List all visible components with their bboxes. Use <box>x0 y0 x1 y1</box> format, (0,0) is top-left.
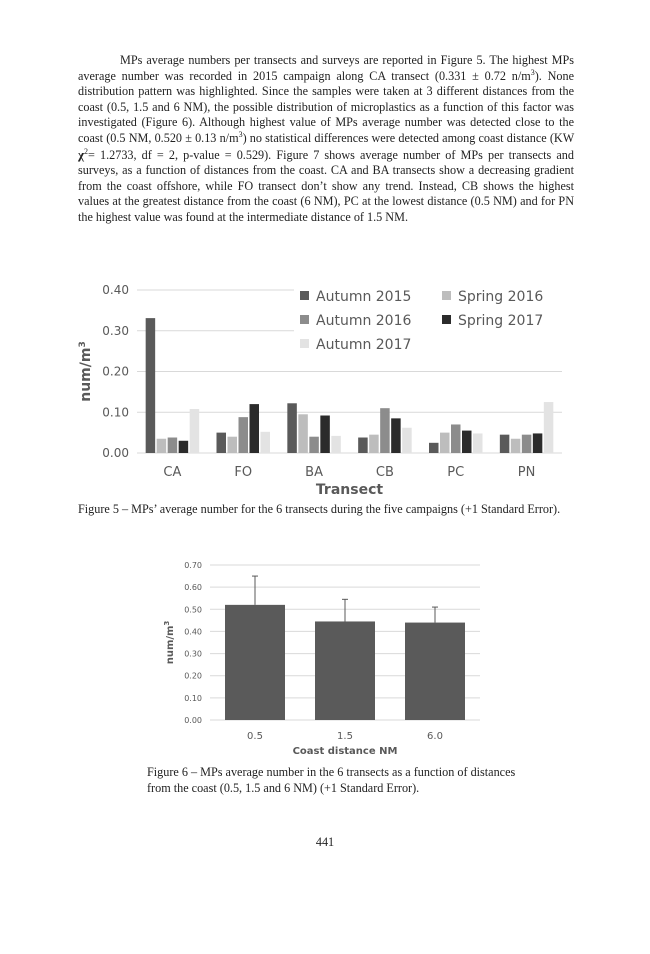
bar <box>217 433 227 453</box>
y-tick-label: 0.20 <box>102 364 129 379</box>
bar <box>473 433 483 453</box>
bar <box>298 414 308 453</box>
bar <box>440 433 450 453</box>
bar <box>225 605 285 720</box>
figure-5-chart <box>72 278 572 498</box>
y-tick-label: 0.00 <box>184 716 202 725</box>
y-axis-label: num/$m^3$ <box>163 620 176 665</box>
bar <box>331 436 341 453</box>
x-tick-label: CA <box>163 465 182 480</box>
y-tick-label: 0.40 <box>184 627 202 637</box>
bar <box>179 441 189 453</box>
bar <box>462 431 472 453</box>
x-tick-label: 0.5 <box>247 731 263 742</box>
bar <box>168 438 178 453</box>
bar <box>261 432 271 453</box>
bar <box>146 318 156 453</box>
x-tick-label: BA <box>305 465 323 480</box>
x-tick-label: PC <box>447 465 465 480</box>
bar <box>451 424 461 453</box>
bar <box>405 623 465 720</box>
superscript-3: 3 <box>530 67 535 77</box>
bar <box>402 428 412 453</box>
legend-label: Autumn 2015 <box>316 289 412 305</box>
bar <box>309 437 319 453</box>
x-axis-label: Coast distance NM <box>292 746 398 757</box>
y-tick-label: 0.60 <box>184 583 202 593</box>
y-tick-label: 0.20 <box>184 671 202 681</box>
y-tick-label: 0.10 <box>184 693 202 703</box>
x-tick-label: FO <box>234 465 253 480</box>
x-tick-label: 1.5 <box>337 731 353 742</box>
bar <box>250 404 260 453</box>
y-tick-label: 0.30 <box>184 649 202 659</box>
bar <box>500 435 510 453</box>
figure-5-caption: Figure 5 – MPs’ average number for the 6 transects during the five campaigns (+1 Standard Error). <box>78 502 561 516</box>
figure-6-caption: Figure 6 – MPs average number in the 6 transects as a function of distances from the coast (0.5, 1.5 and 6 NM) (+1 Standard Error). <box>147 765 516 795</box>
y-tick-label: 0.00 <box>102 446 129 460</box>
y-axis-label: num/$m^3$ <box>78 341 94 402</box>
bar <box>380 408 390 453</box>
bar <box>239 417 249 453</box>
legend-swatch <box>442 315 451 324</box>
bar <box>320 416 330 453</box>
x-tick-label: PN <box>517 465 536 480</box>
legend-swatch <box>300 291 309 300</box>
x-tick-label: 6.0 <box>427 731 443 742</box>
x-axis-label: Transect <box>315 482 384 498</box>
superscript-2: 2 <box>84 146 89 156</box>
bar <box>391 418 401 453</box>
bar <box>190 409 200 453</box>
paragraph-text-4: = 1.2733, df = 2, p-value = 0.529). Figure 7 shows average number of MPs per transects and surveys, as a function of distances from the coast. CA and BA transects show a decreasing gradient from the coast offshore, while FO transect don’t show any trend. Instead, CB shows the highest values at the greatest distance from the coast (6 NM), PC at the lowest distance (0.5 NM) and for PN the highest value was found at the intermediate distance of 1.5 NM. <box>78 147 574 224</box>
legend-label: Spring 2016 <box>458 289 544 305</box>
figure-6-chart <box>155 555 495 763</box>
y-tick-label: 0.70 <box>184 561 202 570</box>
chi-symbol: χ <box>78 146 85 162</box>
paragraph-text-3: ) no statistical differences were detected among coast distance (KW <box>242 130 575 145</box>
legend-label: Spring 2017 <box>458 313 544 329</box>
legend-swatch <box>300 339 309 348</box>
bar <box>315 621 375 720</box>
bar <box>544 402 554 453</box>
body-paragraph <box>78 53 574 226</box>
legend-label: Autumn 2016 <box>316 313 412 329</box>
bar <box>429 443 439 453</box>
bar <box>511 439 521 453</box>
bar <box>533 433 543 453</box>
superscript-3: 3 <box>238 129 243 139</box>
x-tick-label: CB <box>375 465 394 480</box>
legend-swatch <box>442 291 451 300</box>
paragraph-text-2: ). None distribution pattern was highlighted. Since the samples were taken at 3 different distances from the coast (0.5, 1.5 and 6 NM), the possible distribution of microplastics as a function of this factor was investigated (Figure 6). Although highest value of MPs average number was detected close to the coast (0.5 NM, 0.520 ± 0.13 n/m <box>78 68 574 145</box>
y-tick-label: 0.50 <box>184 605 202 615</box>
bar <box>358 438 368 453</box>
legend-label: Autumn 2017 <box>316 337 412 353</box>
y-tick-label: 0.40 <box>102 283 129 297</box>
bar <box>522 435 532 453</box>
page-number: 441 <box>315 835 335 849</box>
bar <box>369 435 379 453</box>
y-tick-label: 0.10 <box>102 405 129 420</box>
paragraph-text-1: MPs average numbers per transects and surveys are reported in Figure 5. The highest MPs average number was recorded in 2015 campaign along CA transect (0.331 ± 0.72 n/m <box>78 53 574 83</box>
legend-swatch <box>300 315 309 324</box>
bar <box>157 439 167 453</box>
bar <box>287 403 297 453</box>
bar <box>228 437 238 453</box>
y-tick-label: 0.30 <box>102 323 129 338</box>
